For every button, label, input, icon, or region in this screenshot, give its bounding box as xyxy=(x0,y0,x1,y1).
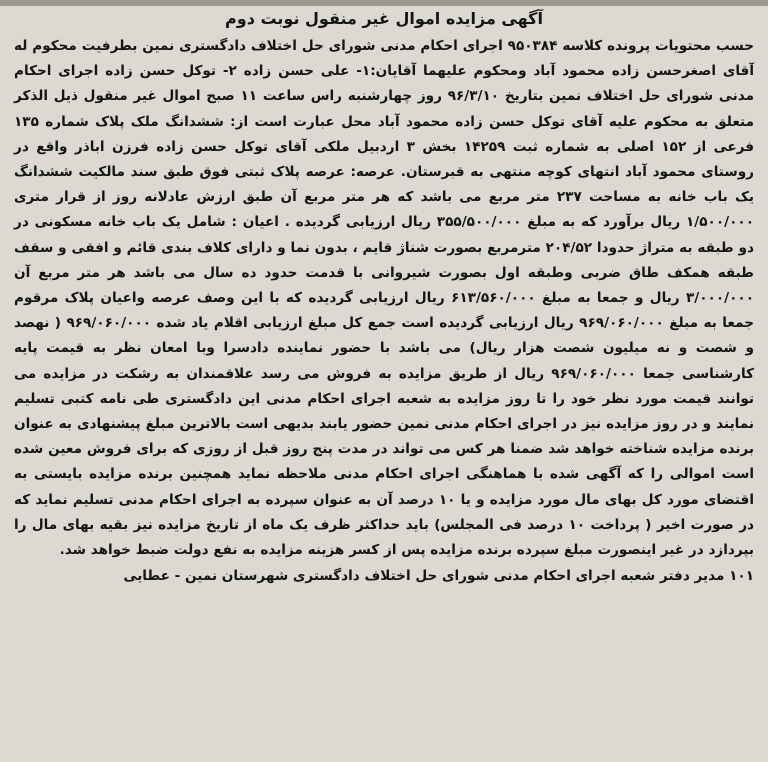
notice-title: آگهی مزایده اموال غیر منقول نوبت دوم xyxy=(225,9,543,28)
notice-body xyxy=(14,34,754,563)
auction-notice xyxy=(8,6,760,756)
notice-signature: ۱۰۱ مدیر دفتر شعبه اجرای احکام مدنی شورای حل اختلاف دادگستری شهرستان نمین - عطایی xyxy=(123,568,754,585)
notice-body-text: حسب محتویات پرونده کلاسه ۹۵۰۳۸۴ اجرای احکام مدنی شورای حل اختلاف دادگستری نمین بطرفیت محکوم له آقای اصغرحسن زاده محمود آباد ومحکوم علیهما آقایان:۱- علی حسن زاده ۲- توکل حسن زاده اجرای احکام مدنی شورای حل اختلاف نمین بتاریخ ۹۶/۳/۱۰ روز چهارشنبه راس ساعت ۱۱ صبح اموال غیر منقول ذیل الذکر متعلق به محکوم علیه آقای توکل حسن زاده محمود آباد محل عبارت است از: ششدانگ ملک پلاک شماره ۱۳۵ فرعی از ۱۵۲ اصلی به شماره ثبت ۱۴۲۵۹ بخش ۳ اردبیل ملکی آقای توکل حسن زاده فرزن اباذر واقع در روستای محمود آباد انتهای کوچه منتهی به قبرستان. عرصه: عرصه پلاک ثبتی فوق طبق سند مالکیت ششدانگ یک باب خانه به مساحت ۲۳۷ متر مربع می باشد که هر متر مربع آن طبق ارزش عادلانه روز از قرار متری ۱/۵۰۰/۰۰۰ ریال برآورد که به مبلغ ۳۵۵/۵۰۰/۰۰۰ ریال ارزیابی گردیده . اعیان : شامل یک باب خانه مسکونی در دو طبقه به متراژ حدودا ۲۰۴/۵۲ مترمربع بصورت شناژ قایم ، بدون نما و دارای کلاف بندی قائم و افقی و سقف طبقه همکف طاق ضربی وطبقه اول بصورت شیروانی با قدمت حدود ده سال می باشد هر متر مربع آن ۳/۰۰۰/۰۰۰ ریال و جمعا به مبلغ ۶۱۳/۵۶۰/۰۰۰ ریال ارزیابی گردیده که با این وصف عرصه واعیان پلاک مرقوم جمعا به مبلغ ۹۶۹/۰۶۰/۰۰۰ ریال ارزیابی گردیده است جمع کل مبلغ ارزیابی اقلام یاد شده ۹۶۹/۰۶۰/۰۰۰ ( نهصد و شصت و نه میلیون شصت هزار ریال) می باشد با حضور نماینده دادسرا وبا امعان نظر به قیمت پایه کارشناسی جمعا ۹۶۹/۰۶۰/۰۰۰ ریال از طریق مزایده به فروش می رسد علاقمندان به رشکت در مزایده می توانند قیمت مورد نظر خود را تا روز مزایده به شعبه اجرای احکام مدنی این دادگستری طی نامه کتبی تسلیم نمایند و در روز مزایده نیز در اجرای احکام مدنی نمین حضور یابند بدیهی است بالاترین مبلغ پیشنهادی به عنوان برنده مزایده شناخته خواهد شد ضمنا هر کس می تواند در مدت پنج روز قبل از روزی که برای فروش معین شده است اموالی را که آگهی شده با هماهنگی اجرای احکام مدنی ملاحظه نماید همچنین برنده مزایده بایستی به اقتضای مورد کل بهای مال مورد مزایده و یا ۱۰ درصد آن به عنوان سپرده به اجرای احکام مدنی تسلیم نماید که در صورت اخیر ( پرداخت ۱۰ درصد فی المجلس) باید حداکثر ظرف یک ماه از تاریخ مزایده نیز بقیه بهای مال را بپردازد در غیر اینصورت مبلغ سپرده برنده مزایده پس از کسر هزینه مزایده به نفع دولت ضبط خواهد شد. xyxy=(14,38,755,559)
